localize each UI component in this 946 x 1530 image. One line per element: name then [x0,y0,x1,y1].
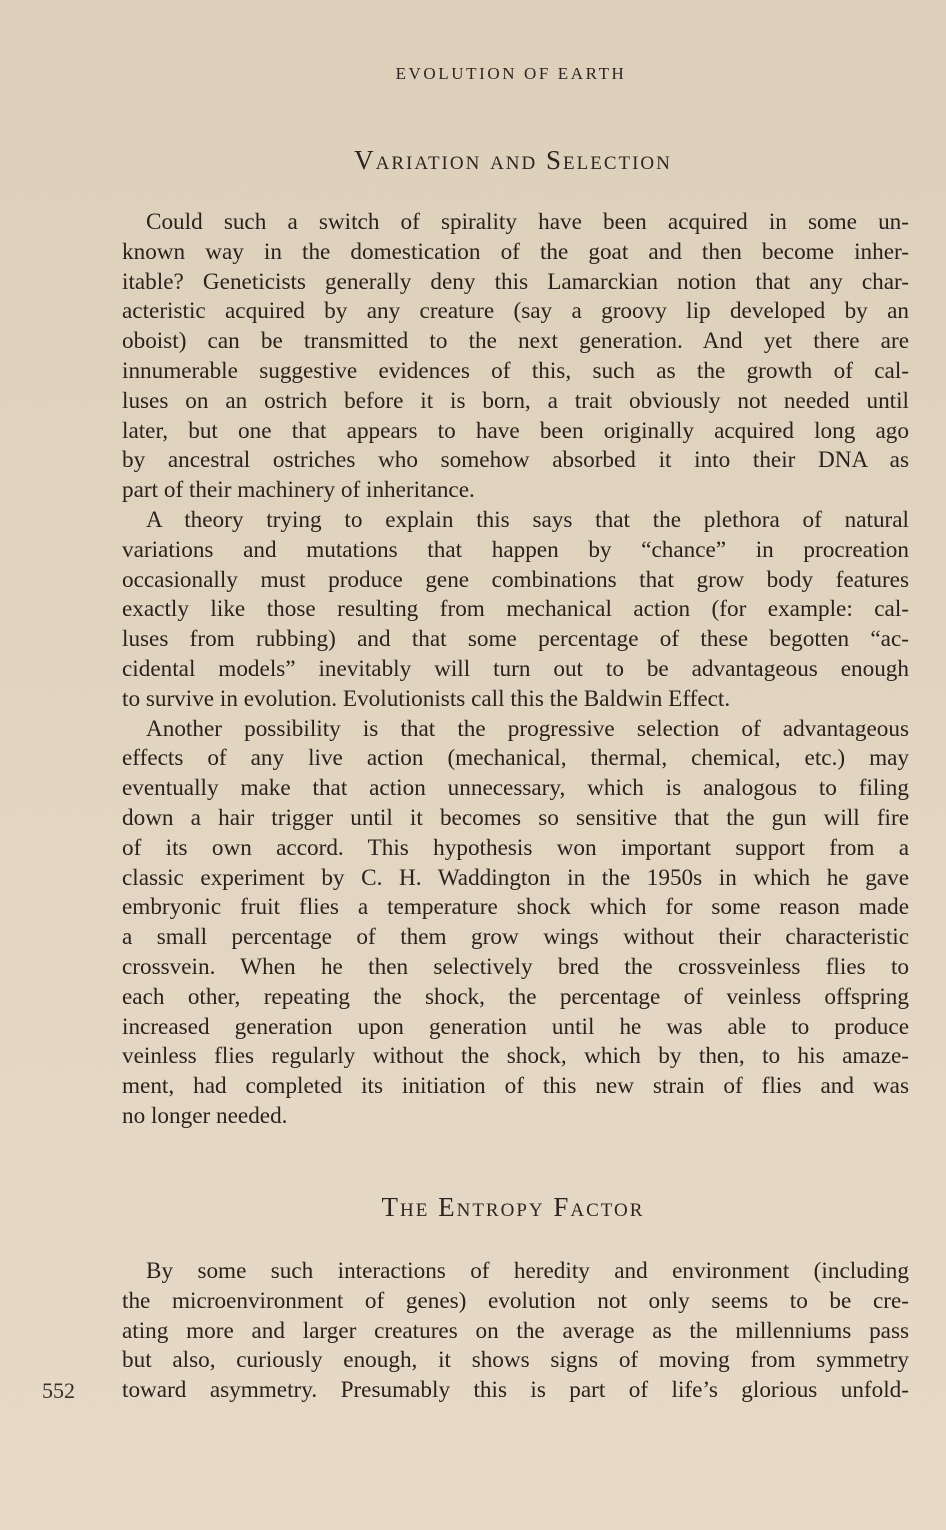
text-line: toward asymmetry. Presumably this is part of life’s glorious unfold- [122,1377,909,1404]
text-line: By some such interactions of heredity and environment (including [146,1258,909,1284]
text-line: ment, had completed its initiation of this new strain of flies and was [122,1073,909,1100]
text-line: each other, repeating the shock, the percentage of veinless offspring [122,983,909,1010]
text-line: later, but one that appears to have been originally acquired long ago [122,417,909,444]
text-line: increased generation upon generation until he was able to produce [122,1013,909,1040]
page-number: 552 [42,1378,75,1403]
section-heading-variation-and-selection: Variation and Selection [354,145,672,175]
text-line: Could such a switch of spirality have been acquired in some un- [146,209,909,235]
text-line: A theory trying to explain this says that the plethora of natural [146,506,909,533]
section-heading-entropy-factor: The Entropy Factor [381,1192,645,1222]
text-line: no longer needed. [122,1102,288,1129]
text-line: occasionally must produce gene combinations that grow body features [122,566,909,593]
text-line: crossvein. When he then selectively bred the crossveinless flies to [122,953,909,980]
text-line: acteristic acquired by any creature (say a groovy lip developed by an [122,298,909,325]
text-line: down a hair trigger until it becomes so sensitive that the gun will fire [122,804,909,831]
text-line: itable? Geneticists generally deny this Lamarckian notion that any char- [122,268,909,295]
text-line: exactly like those resulting from mechanical action (for example: cal- [122,596,909,623]
text-line: known way in the domestication of the goat and then become inher- [122,238,909,265]
text-line: luses on an ostrich before it is born, a trait obviously not needed until [122,387,909,414]
text-line: variations and mutations that happen by “chance” in procreation [122,536,909,563]
section-body-entropy-factor [122,1257,909,1406]
text-line: Another possibility is that the progressive selection of advantageous [146,715,909,742]
text-line: luses from rubbing) and that some percentage of these begotten “ac- [122,626,909,653]
section-body-variation-and-selection [122,208,909,1132]
text-line: embryonic fruit flies a temperature shock which for some reason made [122,894,909,921]
text-line: by ancestral ostriches who somehow absorbed it into their DNA as [122,447,909,474]
text-line: innumerable suggestive evidences of this, such as the growth of cal- [122,357,909,384]
text-line: to survive in evolution. Evolutionists call this the Baldwin Effect. [122,685,731,712]
text-line: classic experiment by C. H. Waddington in the 1950s in which he gave [122,864,909,891]
text-line: but also, curiously enough, it shows signs of moving from symmetry [122,1347,909,1374]
text-line: a small percentage of them grow wings without their characteristic [122,924,909,951]
text-line: eventually make that action unnecessary, which is analogous to filing [122,775,909,802]
text-line: of its own accord. This hypothesis won important support from a [122,834,909,861]
text-line: cidental models” inevitably will turn out to be advantageous enough [122,655,909,682]
text-line: ating more and larger creatures on the average as the millenniums pass [122,1317,909,1344]
text-line: veinless flies regularly without the shock, which by then, to his amaze- [122,1043,909,1070]
text-line: the microenvironment of genes) evolution not only seems to be cre- [122,1287,909,1314]
text-line: oboist) can be transmitted to the next generation. And yet there are [122,328,909,355]
text-line: part of their machinery of inheritance. [122,477,475,504]
running-head: EVOLUTION OF EARTH [395,64,627,83]
text-line: effects of any live action (mechanical, thermal, chemical, etc.) may [122,745,909,772]
